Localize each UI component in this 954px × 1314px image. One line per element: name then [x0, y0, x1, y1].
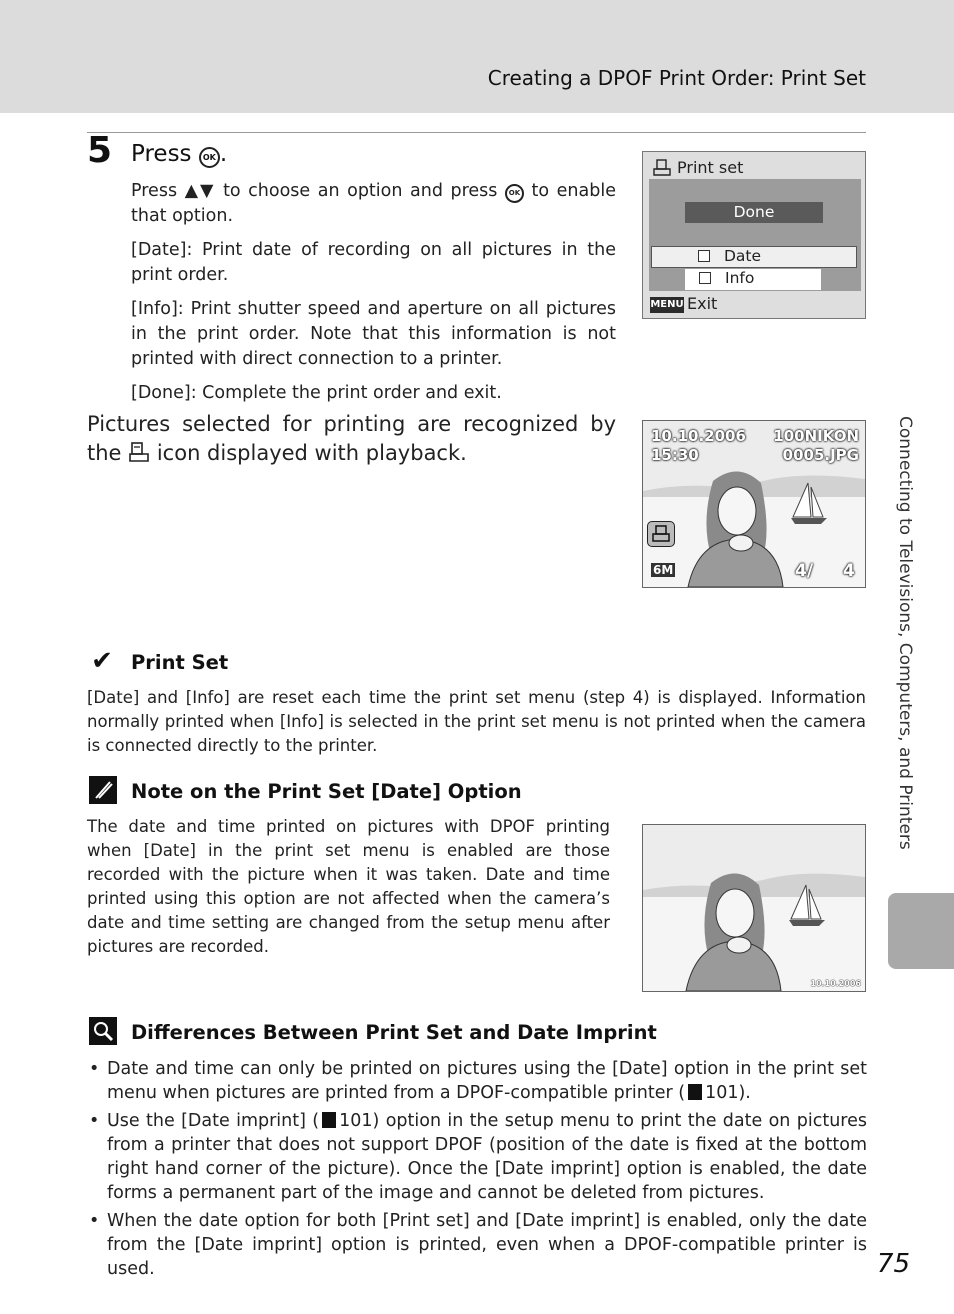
- recognized-text-b: icon displayed with playback.: [156, 441, 467, 465]
- frame-current: 4/: [795, 561, 814, 581]
- recognized-text-a: Pictures selected for printing are recognized by the: [87, 412, 616, 465]
- date-note-body: The date and time printed on pictures with DPOF printing when [Date] in the print set menu is enabled are those recorded with the picture when it was taken. Date and time printed using this option are not affected when the camera’s date and time setting are changed from the setup menu after pictures are recorded.: [87, 817, 610, 956]
- done-option[interactable]: Done: [685, 202, 823, 223]
- step-number: 5: [87, 130, 113, 171]
- step-title: Press OK .: [131, 141, 228, 167]
- menu-title: Print set: [677, 158, 744, 177]
- step-p1a: Press ▲▼ to choose an option and press: [131, 181, 498, 201]
- print-set-note-body: [Date] and [Info] are reset each time the print set menu (step 4) is displayed. Information normally printed when [Info] is selected in the print set menu is not printed when the camera is connected directly to the printer.: [87, 688, 866, 755]
- date-note-title: Note on the Print Set [Date] Option: [131, 780, 522, 803]
- print-order-icon: [647, 521, 675, 547]
- print-icon: [648, 522, 674, 546]
- playback-file: 0005.JPG: [782, 446, 859, 464]
- date-imprint-photo: [642, 824, 866, 992]
- print-set-menu-screen: [642, 151, 866, 319]
- playback-file-info: [773, 427, 859, 465]
- recognized-paragraph: [87, 410, 616, 468]
- list-item: • When the date option for both [Print set] and [Date imprint] is enabled, only the date from the [Date imprint] option is printed, even when a DPOF-compatible printer is used.: [87, 1209, 867, 1281]
- bullet-2b: 101) option in the setup menu to print the date on pictures from a printer that does not support DPOF (position of the date is fixed at the bottom right hand corner of the picture). Once the [Date imprint] option is enabled, the date forms a permanent part of the image and cannot be deleted from pictures.: [107, 1111, 867, 1203]
- list-item: [87, 1109, 867, 1205]
- print-set-note-title: Print Set: [131, 651, 229, 674]
- checkbox-icon: [699, 272, 711, 284]
- step-p1b: to enable that option.: [131, 181, 616, 226]
- sample-photo: [643, 825, 865, 991]
- differences-list: [87, 1057, 867, 1285]
- bullet-1a: Date and time can only be printed on pictures using the [Date] option in the print set menu when pictures are printed from a DPOF-compatible printer (: [107, 1059, 867, 1103]
- list-item: [87, 1057, 867, 1105]
- ok-button-icon: OK: [505, 184, 524, 203]
- playback-screen: [642, 420, 866, 588]
- header-rule: [87, 132, 866, 133]
- date-imprint-stamp: 10.10.2006: [810, 979, 861, 988]
- date-option-label: Date: [724, 247, 762, 265]
- print-icon: [653, 159, 671, 176]
- page-number: 75: [876, 1249, 910, 1279]
- exit-label: Exit: [687, 294, 718, 313]
- page-ref-icon: [322, 1112, 336, 1128]
- bullet-1b: 101).: [705, 1083, 751, 1103]
- info-option-label: Info: [725, 269, 755, 287]
- ok-button-icon: OK: [199, 147, 220, 168]
- image-mode-icon: 6M: [653, 563, 674, 577]
- playback-date: 10.10.2006: [651, 427, 746, 445]
- chapter-tab: [888, 893, 954, 969]
- page-header: [0, 0, 954, 113]
- header-title: Creating a DPOF Print Order: Print Set: [487, 66, 866, 90]
- checkbox-icon: [698, 250, 710, 262]
- step-title-text: Press: [131, 141, 192, 167]
- page-ref-icon: [688, 1084, 702, 1100]
- magnifier-icon: [89, 1017, 117, 1045]
- print-icon: [128, 441, 150, 463]
- playback-datetime: [651, 427, 746, 465]
- info-option[interactable]: [685, 269, 821, 290]
- side-chapter-label: Connecting to Televisions, Computers, and Printers: [895, 416, 915, 850]
- frame-counter: [795, 561, 855, 581]
- menu-button-icon: MENU: [650, 297, 684, 313]
- frame-total: 4: [842, 561, 855, 581]
- playback-folder: 100NIKON: [773, 427, 859, 445]
- check-icon: ✔: [89, 648, 115, 674]
- step-paragraph-4: [Done]: Complete the print order and exit.: [131, 383, 502, 403]
- bullet-2a: Use the [Date imprint] (: [107, 1111, 320, 1131]
- date-option[interactable]: [651, 246, 857, 268]
- step-paragraph-3: [Info]: Print shutter speed and aperture on all pictures in the print order. Note that this information is not printed with direct connection to a printer.: [131, 299, 616, 369]
- step-paragraph-2: [Date]: Print date of recording on all pictures in the print order.: [131, 240, 616, 285]
- menu-panel: [649, 179, 861, 291]
- note-pencil-icon: [89, 776, 117, 804]
- differences-title: Differences Between Print Set and Date Imprint: [131, 1021, 657, 1044]
- playback-time: 15:30: [651, 446, 699, 464]
- step-paragraph-1: [131, 179, 616, 229]
